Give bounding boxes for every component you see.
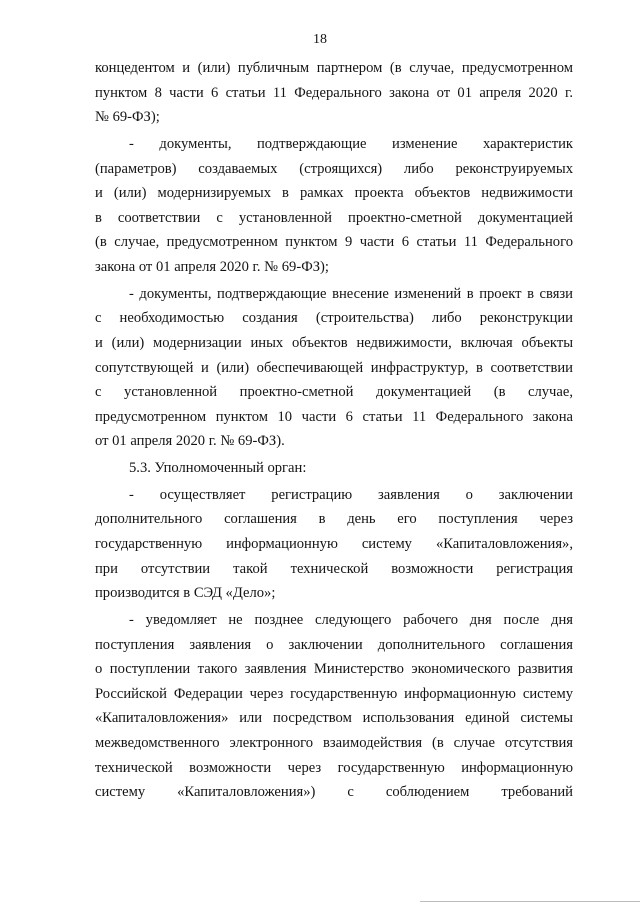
paragraph (95, 608, 573, 805)
page-number: 18 (313, 32, 327, 47)
text-line: предусмотренном пунктом 10 части 6 статьи 11 Федерального закона (95, 408, 573, 425)
text-line: - документы, подтверждающие внесение изменений в проект в связи (129, 285, 573, 302)
text-line: концедентом и (или) публичным партнером (в случае, предусмотренном (95, 60, 573, 76)
text-line: систему «Капиталовложения») с соблюдением требований (95, 784, 573, 801)
text-line: - уведомляет не позднее следующего рабочего дня после дня (129, 612, 573, 628)
text-line: в соответствии с установленной проектно-сметной документацией (95, 209, 573, 226)
paragraph (95, 483, 573, 606)
text-line: от 01 апреля 2020 г. № 69-ФЗ). (95, 433, 285, 450)
text-line: с установленной проектно-сметной документацией (в случае, (95, 384, 573, 401)
text-line: сопутствующей и (или) обеспечивающей инфраструктур, в соответствии (95, 359, 573, 376)
text-line: при отсутствии такой технической возможности регистрация (95, 560, 573, 577)
text-line: о поступлении такого заявления Министерство экономического развития (95, 661, 573, 678)
text-line: производится в СЭД «Дело»; (95, 585, 276, 602)
paragraph (95, 456, 573, 481)
text-line: закона от 01 апреля 2020 г. № 69-ФЗ); (95, 258, 329, 275)
paragraph (95, 282, 573, 454)
text-line: государственную информационную систему «Капиталовложения», (95, 536, 573, 553)
text-line: пунктом 8 части 6 статьи 11 Федерального закона от 01 апреля 2020 г. (95, 84, 573, 101)
paragraph (95, 56, 573, 130)
text-line: - осуществляет регистрацию заявления о заключении (129, 486, 573, 503)
text-line: 5.3. Уполномоченный орган: (129, 460, 307, 477)
document-body (95, 56, 573, 807)
text-line: Российской Федерации через государственную информационную систему (95, 685, 573, 702)
text-line: и (или) модернизации иных объектов недвижимости, включая объекты (95, 334, 573, 351)
text-line: и (или) модернизируемых в рамках проекта объектов недвижимости (95, 185, 573, 202)
text-line: «Капиталовложения» или посредством использования единой системы (95, 710, 573, 727)
text-line: с необходимостью создания (строительства) либо реконструкции (95, 310, 573, 327)
text-line: межведомственного электронного взаимодействия (в случае отсутствия (95, 734, 573, 751)
text-line: дополнительного соглашения в день его поступления через (95, 511, 573, 528)
text-line: (в случае, предусмотренном пунктом 9 части 6 статьи 11 Федерального (95, 234, 573, 251)
text-line: (параметров) создаваемых (строящихся) либо реконструируемых (95, 160, 573, 177)
text-line: поступления заявления о заключении дополнительного соглашения (95, 636, 573, 653)
scan-edge-line (420, 901, 640, 902)
text-line: - документы, подтверждающие изменение характеристик (129, 135, 573, 152)
text-line: технической возможности через государственную информационную (95, 759, 573, 776)
text-line: № 69-ФЗ); (95, 109, 160, 126)
paragraph (95, 132, 573, 280)
